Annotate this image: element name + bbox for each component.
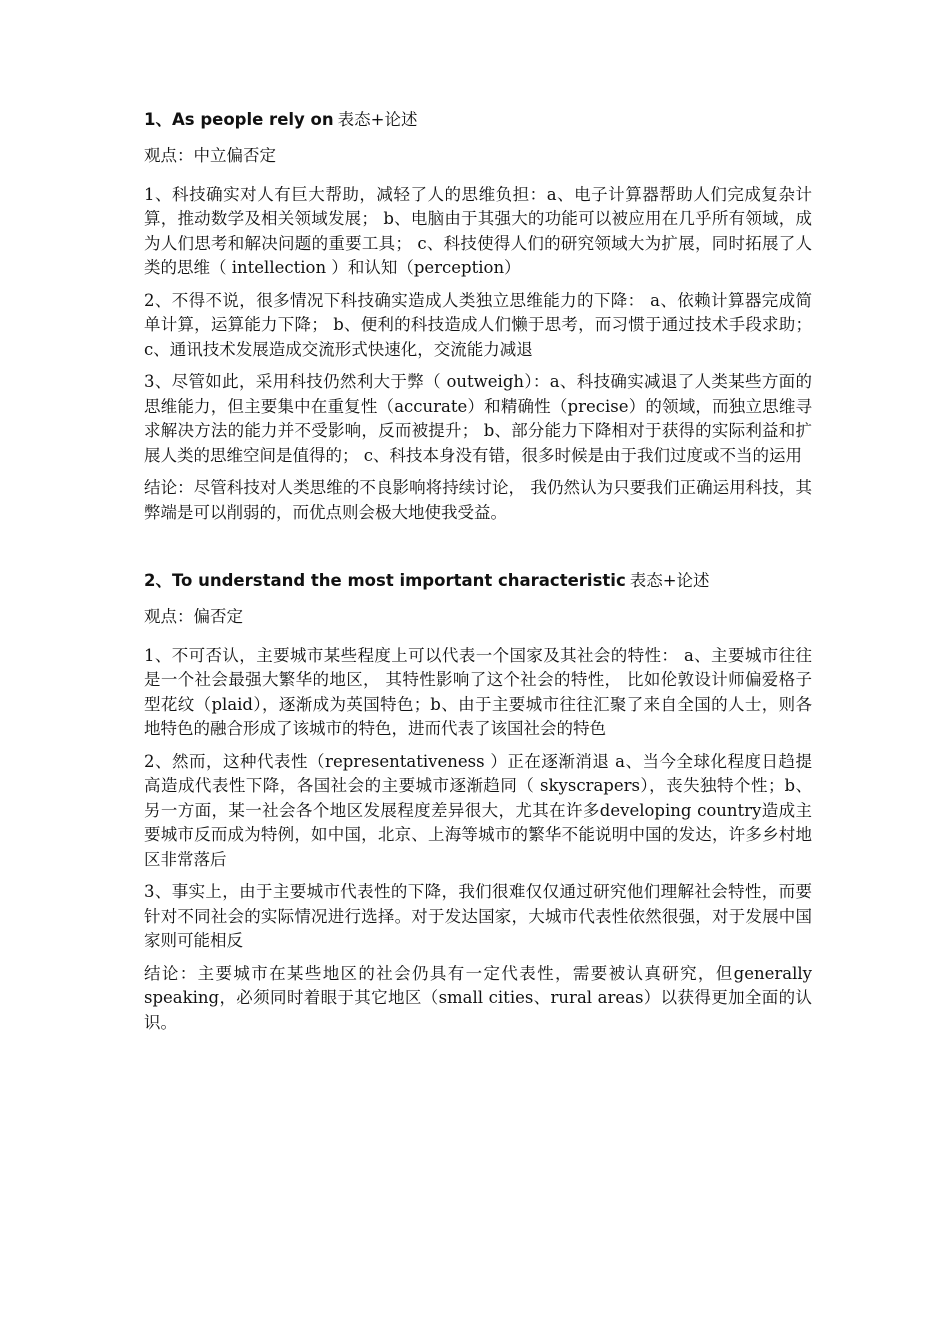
section-tag: 表态+论述 bbox=[629, 571, 710, 590]
section-title-text: To understand the most important characteristic bbox=[171, 571, 626, 590]
viewpoint: 观点：偏否定 bbox=[144, 607, 243, 626]
argument-paragraph: 2、然而，这种代表性（representativeness ）正在逐渐消退 a、当今全球化程度日趋提高造成代表性下降，各国社会的主要城市逐渐趋同（ skyscrapers），丧失独特个性；b、另一方面，某一社会各个地区发展程度差异很大，尤其在许多developing country造成主要城市反而成为特例，如中国，北京、上海等城市的繁华不能说明中国的发达，许多乡村地区非常落后 bbox=[144, 751, 812, 869]
conclusion: 结论：主要城市在某些地区的社会仍具有一定代表性，需要被认真研究，但generally speaking，必须同时着眼于其它地区（small cities、rural areas）以获得更加全面的认识。 bbox=[144, 963, 812, 1032]
document-page bbox=[144, 108, 812, 1043]
conclusion: 结论：尽管科技对人类思维的不良影响将持续讨论， 我仍然认为只要我们正确运用科技，其弊端是可以削弱的，而优点则会极大地使我受益。 bbox=[144, 478, 812, 522]
section-title-text: As people rely on bbox=[171, 110, 334, 129]
section-tag: 表态+论述 bbox=[337, 110, 418, 129]
argument-paragraph: 3、尽管如此，采用科技仍然利大于弊（ outweigh）：a、科技确实减退了人类某些方面的思维能力，但主要集中在重复性（accurate）和精确性（precise）的领域，而独立思维寻求解决方法的能力并不受影响，反而被提升； b、部分能力下降相对于获得的实际利益和扩展人类的思维空间是值得的； c、科技本身没有错，很多时候是由于我们过度或不当的运用 bbox=[144, 372, 812, 465]
argument-paragraph: 1、不可否认，主要城市某些程度上可以代表一个国家及其社会的特性： a、主要城市往往是一个社会最强大繁华的地区， 其特性影响了这个社会的特性， 比如伦敦设计师偏爱格子型花纹（plaid），逐渐成为英国特色；b、由于主要城市往往汇聚了来自全国的人士，则各地特色的融合形成了该城市的特色，进而代表了该国社会的特色 bbox=[144, 645, 812, 738]
section-title bbox=[144, 569, 812, 593]
section-1 bbox=[144, 108, 812, 525]
section-title bbox=[144, 108, 812, 132]
section-number: 1、 bbox=[144, 110, 172, 129]
argument-paragraph: 3、事实上，由于主要城市代表性的下降，我们很难仅仅通过研究他们理解社会特性，而要针对不同社会的实际情况进行选择。对于发达国家，大城市代表性依然很强，对于发展中国家则可能相反 bbox=[144, 882, 812, 950]
section-2 bbox=[144, 569, 812, 1035]
viewpoint: 观点：中立偏否定 bbox=[144, 146, 276, 165]
section-number: 2、 bbox=[144, 571, 172, 590]
argument-paragraph: 2、不得不说，很多情况下科技确实造成人类独立思维能力的下降： a、依赖计算器完成简单计算，运算能力下降； b、便利的科技造成人们懒于思考，而习惯于通过技术手段求助； c、通讯技术发展造成交流形式快速化，交流能力减退 bbox=[144, 290, 812, 359]
argument-paragraph: 1、科技确实对人有巨大帮助，减轻了人的思维负担：a、电子计算器帮助人们完成复杂计算，推动数学及相关领域发展； b、电脑由于其强大的功能可以被应用在几乎所有领域，成为人们思考和解决问题的重要工具； c、科技使得人们的研究领域大为扩展，同时拓展了人类的思维（ intellection ）和认知（perception） bbox=[144, 184, 812, 277]
